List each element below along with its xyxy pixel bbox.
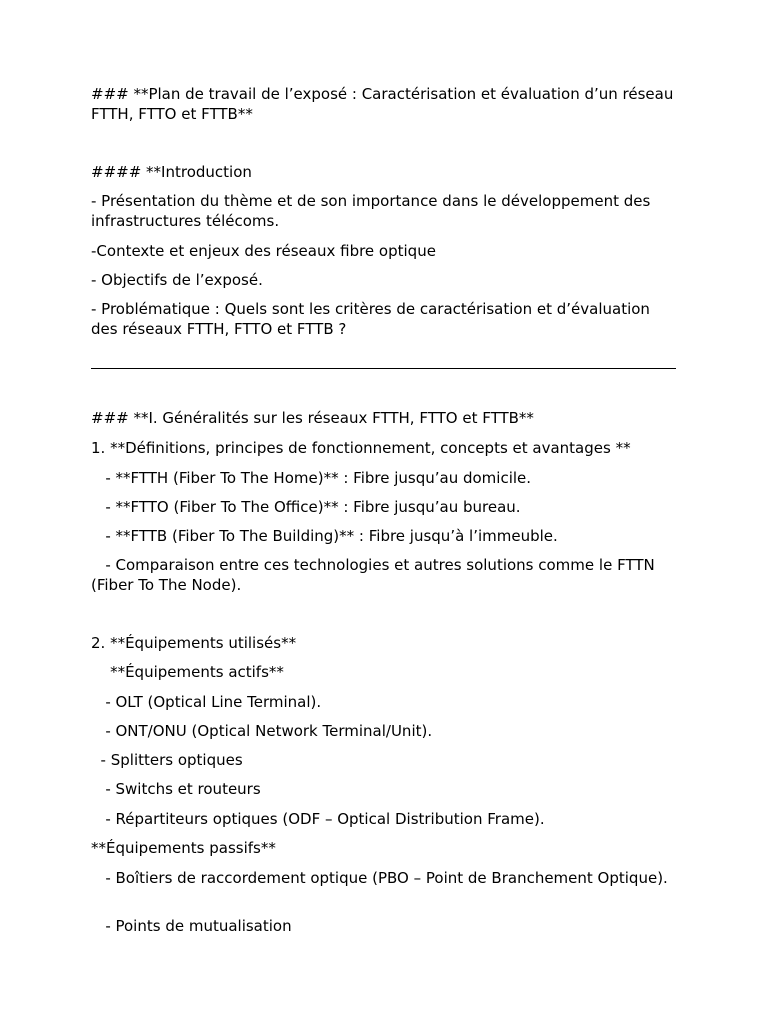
document-title: ### **Plan de travail de l’exposé : Caractérisation et évaluation d’un réseau FTTH, FTTO et FTTB**	[91, 85, 679, 123]
passive-equipment-heading: **Équipements passifs**	[91, 839, 276, 857]
introduction-heading: #### **Introduction	[91, 163, 252, 181]
introduction-item: - Présentation du thème et de son importance dans le développement des infrastructures télécoms.	[91, 192, 656, 230]
definition-item: - **FTTO (Fiber To The Office)** : Fibre jusqu’au bureau.	[91, 498, 521, 516]
passive-equipment-item: - Points de mutualisation	[91, 917, 292, 935]
active-equipment-item: - Switchs et routeurs	[91, 780, 261, 798]
introduction-item: -Contexte et enjeux des réseaux fibre optique	[91, 242, 436, 260]
active-equipment-item: - Répartiteurs optiques (ODF – Optical Distribution Frame).	[91, 810, 545, 828]
definition-item: - **FTTH (Fiber To The Home)** : Fibre jusqu’au domicile.	[91, 469, 532, 487]
definitions-heading: 1. **Définitions, principes de fonctionnement, concepts et avantages **	[91, 439, 631, 457]
definition-item: - Comparaison entre ces technologies et autres solutions comme le FTTN (Fiber To The Node).	[91, 556, 660, 594]
active-equipment-item: - ONT/ONU (Optical Network Terminal/Unit).	[91, 722, 433, 740]
equipment-heading: 2. **Équipements utilisés**	[91, 634, 297, 652]
active-equipment-item: - OLT (Optical Line Terminal).	[91, 693, 322, 711]
definition-item: - **FTTB (Fiber To The Building)** : Fibre jusqu’à l’immeuble.	[91, 527, 558, 545]
active-equipment-item: - Splitters optiques	[91, 751, 243, 769]
horizontal-divider	[91, 368, 676, 369]
introduction-item: - Problématique : Quels sont les critères de caractérisation et d’évaluation des réseaux FTTH, FTTO et FTTB ?	[91, 300, 655, 338]
section1-heading: ### **I. Généralités sur les réseaux FTTH, FTTO et FTTB**	[91, 409, 534, 427]
introduction-item: - Objectifs de l’exposé.	[91, 271, 263, 289]
active-equipment-heading: **Équipements actifs**	[91, 663, 284, 681]
passive-equipment-item: - Boîtiers de raccordement optique (PBO – Point de Branchement Optique).	[91, 869, 668, 887]
